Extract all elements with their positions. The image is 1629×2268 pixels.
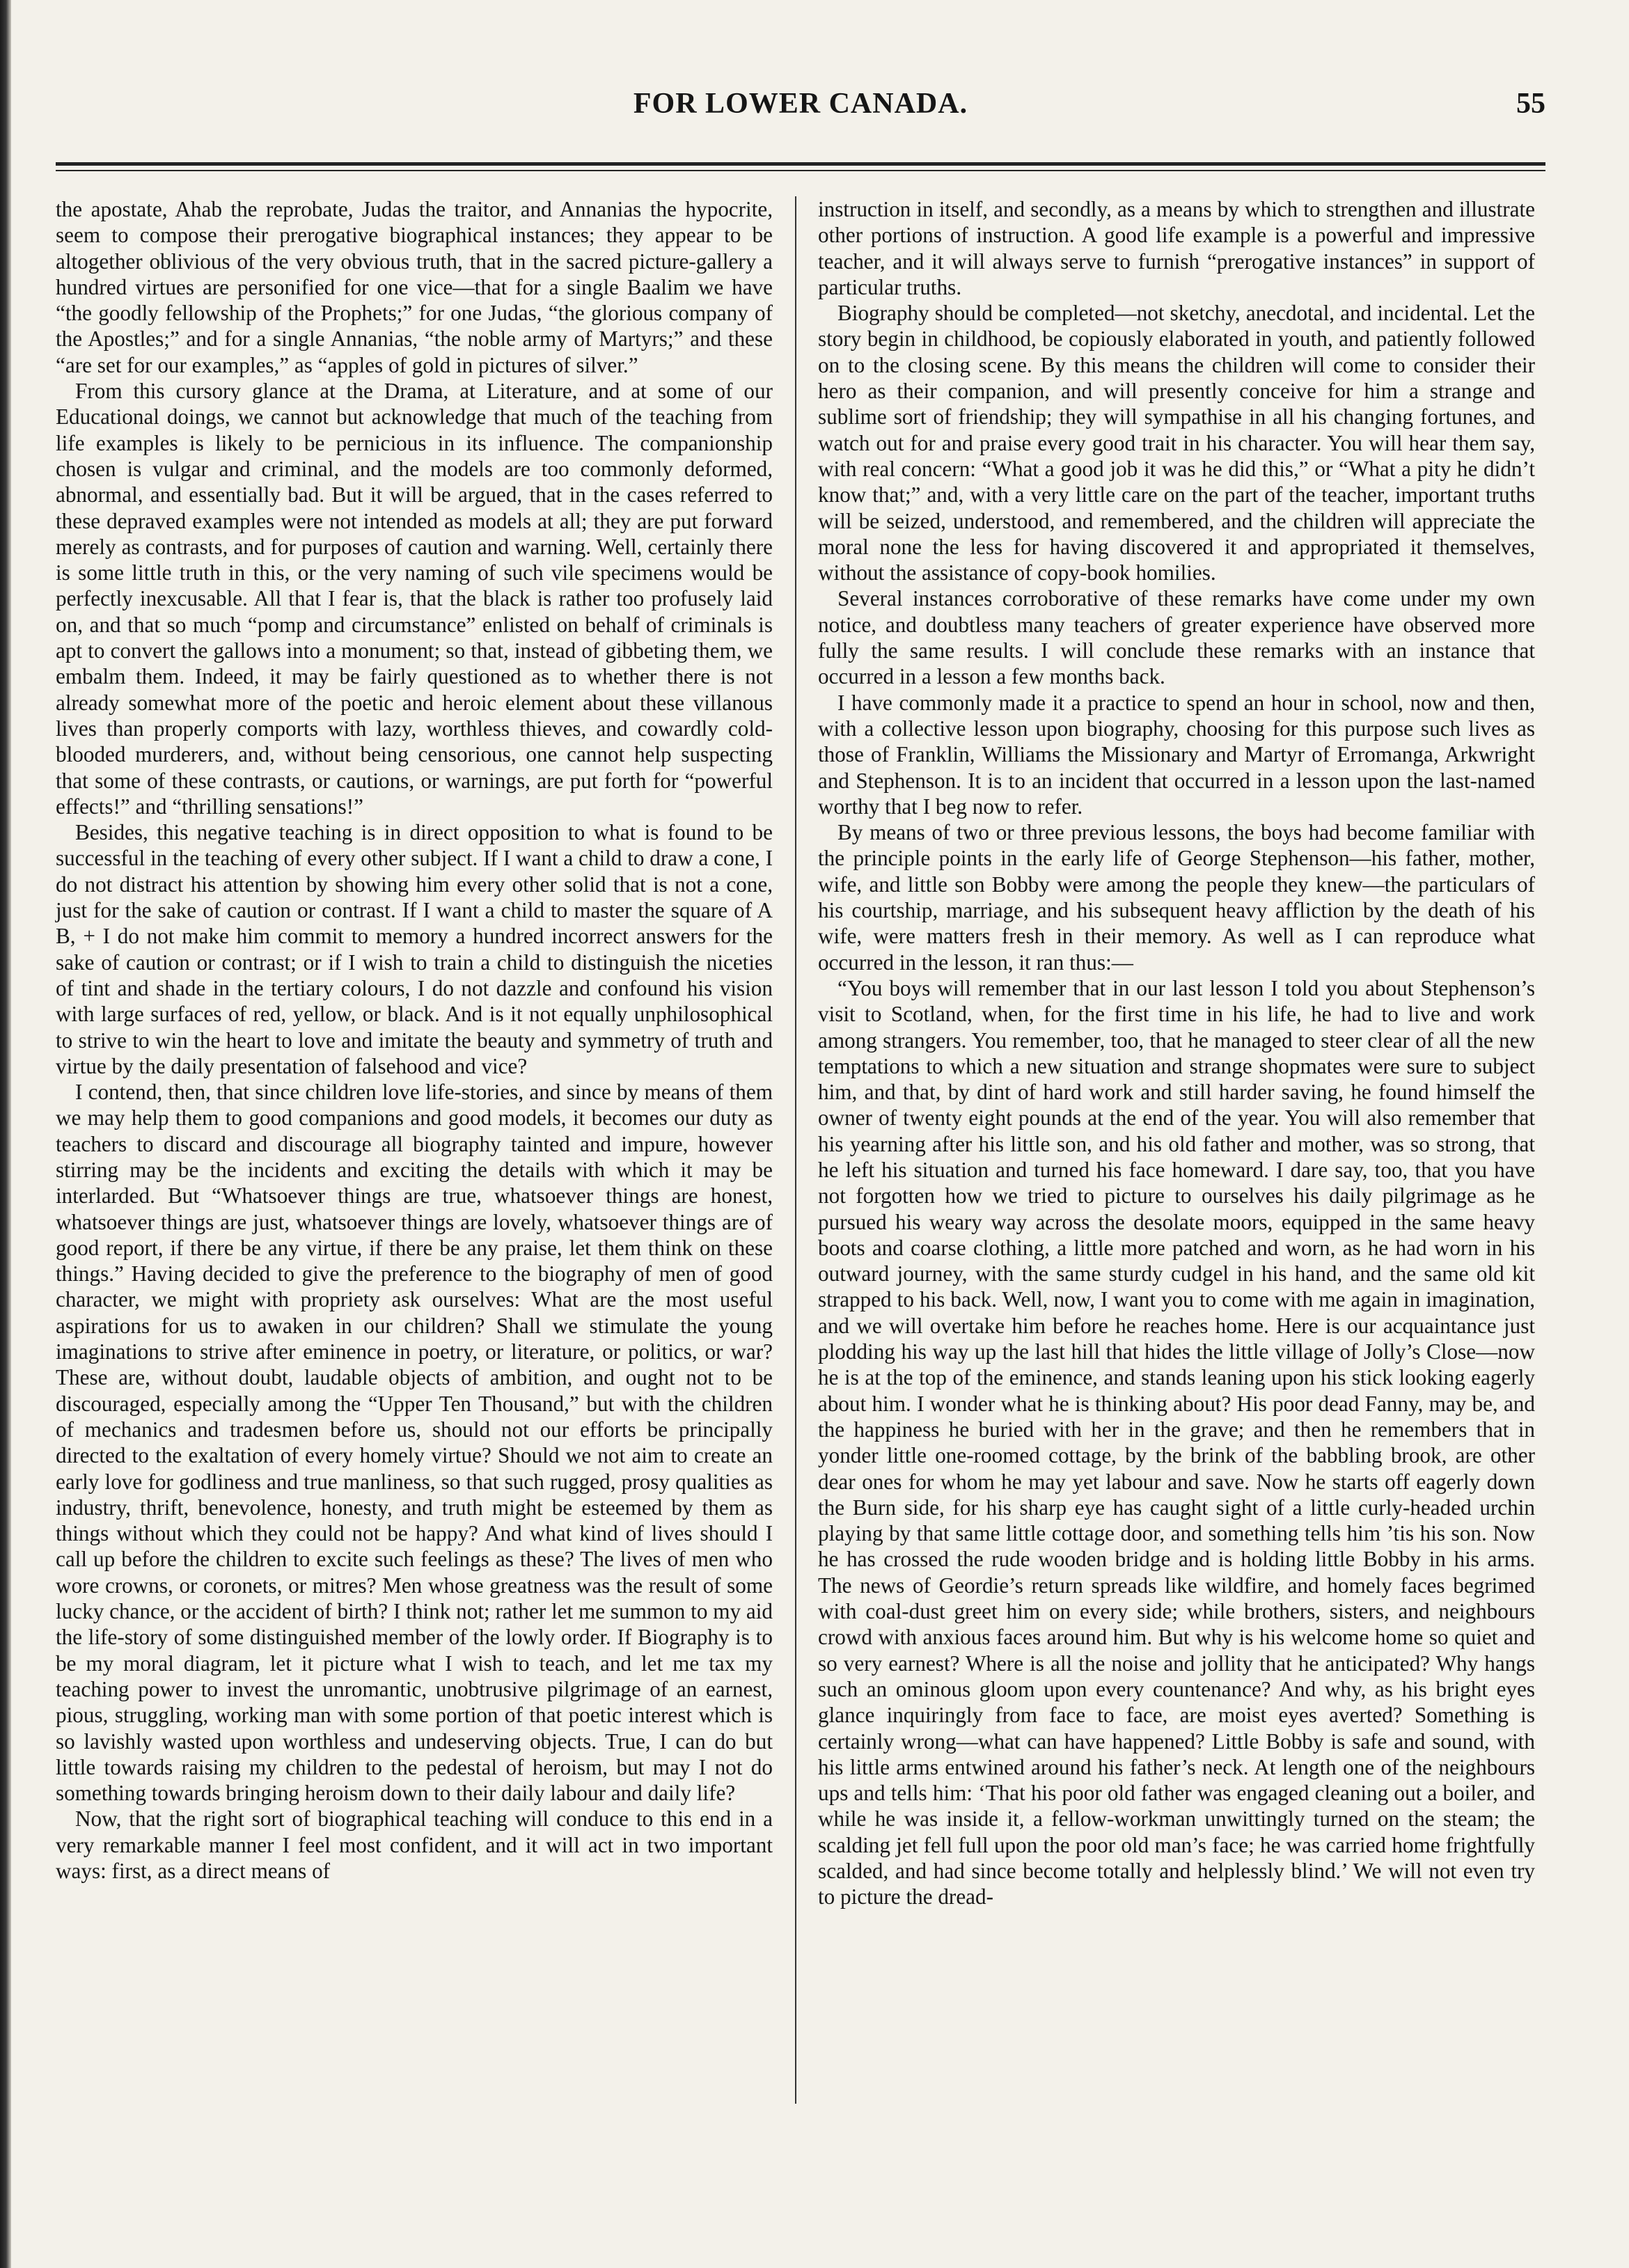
text-columns (56, 196, 1545, 2111)
header-rule-thick (56, 162, 1545, 166)
running-title: FOR LOWER CANADA. (633, 88, 968, 120)
paragraph: “You boys will remember that in our last lesson I told you about Stephenson’s visit to Scotland, when, for the first time in his life, he had to live and work among strangers. You remember, too, that he managed to steer clear of all the new temptations to which a new situation and strange shopmates were sure to subject him, and that, by dint of hard work and still harder saving, he found himself the owner of twenty eight pounds at the end of the year. You will also remember that his yearning after his little son, and his old father and mother, was so strong, that he left his situation and turned his face homeward. I dare say, too, that you have not forgotten how we tried to picture to ourselves his daily pilgrimage as he pursued his weary way across the desolate moors, equipped in the same heavy boots and coarse clothing, a little more patched and worn, as he had worn in his outward journey, with the same sturdy cudgel in his hand, and the same old kit strapped to his back. Well, now, I want you to come with me again in imagination, and we will overtake him before he reaches home. Here is our acquaintance just plodding his way up the last hill that hides the little village of Jolly’s Close—now he is at the top of the eminence, and stands leaning upon his stick looking eagerly about him. I wonder what he is thinking about? His poor dead Fanny, may be, and the happiness he buried with her in the grave; and then he remembers that in yonder little one-roomed cottage, by the brink of the babbling brook, are other dear ones for whom he may yet labour and save. Now he starts off eagerly down the Burn side, for his sharp eye has caught sight of a little curly-headed urchin playing by that same little cottage door, and something tells him ’tis his son. Now he has crossed the rude wooden bridge and is holding little Bobby in his arms. The news of Geordie’s return spreads like wildfire, and homely faces begrimed with coal-dust greet him on every side; while brothers, sisters, and neighbours crowd with anxious faces around him. But why is his welcome home so quiet and so very earnest? Where is all the noise and jollity that he anticipated? Why hangs such an ominous gloom upon every countenance? And why, as his bright eyes glance inquiringly from face to face, are moist eyes averted? Something is certainly wrong—what can have happened? Little Bobby is safe and sound, with his little arms entwined around his father’s neck. At length one of the neighbours ups and tells him: ‘That his poor old father was engaged cleaning out a boiler, and while he was inside it, a fellow-workman unwittingly turned on the steam; the scalding jet fell full upon the poor old man’s face; he was carried home frightfully scalded, and had since become totally and helplessly blind.’ We will not even try to picture the dread- (818, 975, 1535, 1909)
left-column (56, 196, 773, 1884)
book-page (56, 87, 1545, 2111)
paragraph: Now, that the right sort of biographical teaching will conduce to this end in a very remarkable manner I feel most confident, and it will act in two important ways: first, as a direct means of (56, 1806, 773, 1883)
paragraph: the apostate, Ahab the reprobate, Judas the traitor, and Annanias the hypocrite, seem to compose their prerogative biographical instances; they appear to be altogether oblivious of the very obvious truth, that in the sacred picture-gallery a hundred virtues are personified for one vice—that for a single Baalim we have “the goodly fellowship of the Prophets;” for one Judas, “the glorious company of the Apostles;” and for a single Annanias, “the noble army of Martyrs;” and these “are set for our examples,” as “apples of gold in pictures of silver.” (56, 197, 773, 377)
header-rule-thin (56, 170, 1545, 171)
paragraph: I contend, then, that since children love life-stories, and since by means of them we may help them to good companions and good models, it becomes our duty as teachers to discard and discourage all biography tainted and impure, however stirring may be the incidents and exciting the details with which it may be interlarded. But “Whatsoever things are true, whatsoever things are honest, whatsoever things are just, whatsoever things are lovely, whatsoever things are of good report, if there be any virtue, if there be any praise, let them think on these things.” Having decided to give the preference to the biography of men of good character, we might with propriety ask ourselves: What are the most useful aspirations for us to awaken in our children? Shall we stimulate the young imaginations to strive after eminence in poetry, or literature, or politics, or war? These are, without doubt, laudable objects of ambition, and ought not to be discouraged, especially among the “Upper Ten Thousand,” but with the children of mechanics and tradesmen before us, should not our efforts be principally directed to the exaltation of every homely virtue? Should we not aim to create an early love for godliness and true manliness, so that such rugged, prosy qualities as industry, thrift, benevolence, honesty, and truth might be esteemed by them as things without which they could not be happy? And what kind of lives should I call up before the children to excite such feelings as these? The lives of men who wore crowns, or coronets, or mitres? Men whose greatness was the result of some lucky chance, or the accident of birth? I think not; rather let me summon to my aid the life-story of some distinguished member of the lowly order. If Biography is to be my moral diagram, let it picture what I wish to teach, and let me tax my teaching power to invest the unromantic, unobtrusive pilgrimage of an earnest, pious, struggling, working man with some portion of that poetic interest which is so lavishly wasted upon worthless and undeserving objects. True, I can do but little towards raising my children to the pedestal of heroism, but may I not do something towards bringing heroism down to their daily labour and daily life? (56, 1080, 773, 1806)
page-header (56, 87, 1545, 136)
right-column (818, 196, 1535, 1910)
paragraph: By means of two or three previous lessons, the boys had become familiar with the principle points in the early life of George Stephenson—his father, mother, wife, and little son Bobby were among the people they knew—the particulars of his courtship, marriage, and his subsequent heavy affliction by the death of his wife, were matters fresh in their memory. As well as I can reproduce what occurred in the lesson, it ran thus:— (818, 820, 1535, 975)
paragraph: From this cursory glance at the Drama, at Literature, and at some of our Educational doings, we cannot but acknowledge that much of the teaching from life examples is likely to be pernicious in its influence. The companionship chosen is vulgar and criminal, and the models are too commonly deformed, abnormal, and essentially bad. But it will be argued, that in the cases referred to these depraved examples were not intended as models at all; they are put forward merely as contrasts, and for purposes of caution and warning. Well, certainly there is some little truth in this, or the very naming of such vile specimens would be perfectly inexcusable. All that I fear is, that the black is rather too profusely laid on, and that so much “pomp and circumstance” enlisted on behalf of criminals is apt to convert the gallows into a monument; so that, instead of gibbeting them, we embalm them. Indeed, it may be fairly questioned as to whether there is not already somewhat more of the poetic and heroic element about these villanous lives than properly comports with lazy, worthless thieves, and cowardly cold-blooded murderers, and, without being censorious, one cannot help suspecting that some of these contrasts, or cautions, or warnings, are put forth for “powerful effects!” and “thrilling sensations!” (56, 379, 773, 819)
paragraph: Besides, this negative teaching is in direct opposition to what is found to be successful in the teaching of every other subject. If I want a child to draw a cone, I do not distract his attention by showing him every other solid that is not a cone, just for the sake of caution or contrast. If I want a child to master the square of A B, + I do not make him commit to memory a hundred incorrect answers for the sake of caution or contrast; or if I wish to train a child to distinguish the niceties of tint and shade in the tertiary colours, I do not dazzle and confound his vision with large surfaces of red, yellow, or black. And is it not equally unphilosophical to strive to win the heart to love and imitate the beauty and symmetry of truth and virtue by the daily presentation of falsehood and vice? (56, 820, 773, 1078)
column-divider (795, 196, 796, 2104)
paragraph: Several instances corroborative of these remarks have come under my own notice, and doubtless many teachers of greater experience have observed more fully the same results. I will conclude these remarks with an instance that occurred in a lesson a few months back. (818, 586, 1535, 689)
paragraph: Biography should be completed—not sketchy, anecdotal, and incidental. Let the story begin in childhood, be copiously elaborated in youth, and patiently followed on to the closing scene. By this means the children will come to consider their hero as their companion, and will presently conceive for him a strange and sublime sort of friendship; they will sympathise in all his changing fortunes, and watch out for and praise every good trait in his character. You will hear them say, with real concern: “What a good job it was he did this,” or “What a pity he didn’t know that;” and, with a very little care on the part of the teacher, important truths will be seized, understood, and remembered, and the children will appreciate the moral none the less for having discovered it and appropriated it themselves, without the assistance of copy-book homilies. (818, 301, 1535, 585)
scan-binding-edge (0, 0, 11, 2268)
page-number: 55 (1516, 88, 1545, 120)
paragraph: I have commonly made it a practice to spend an hour in school, now and then, with a collective lesson upon biography, choosing for this purpose such lives as those of Franklin, Williams the Missionary and Martyr of Erromanga, Arkwright and Stephenson. It is to an incident that occurred in a lesson upon the last-named worthy that I beg now to refer. (818, 690, 1535, 819)
paragraph: instruction in itself, and secondly, as a means by which to strengthen and illustrate other portions of instruction. A good life example is a powerful and impressive teacher, and it will always serve to furnish “prerogative instances” in support of particular truths. (818, 197, 1535, 299)
